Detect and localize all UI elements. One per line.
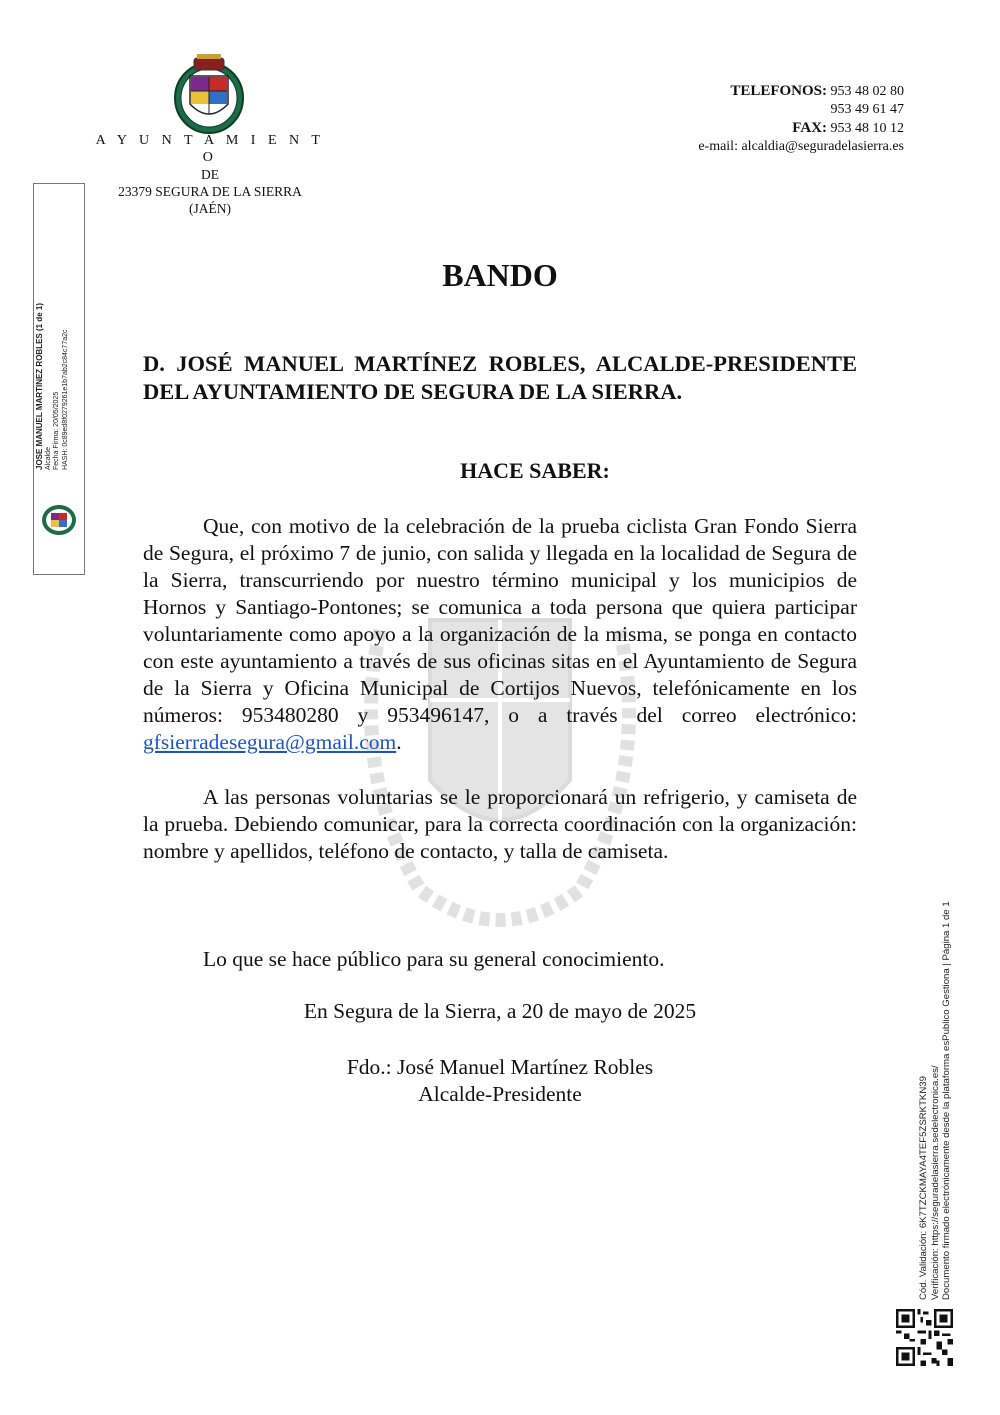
document-title: BANDO — [442, 257, 558, 293]
letterhead-province: (JAÉN) — [189, 201, 231, 216]
hace-saber-heading: HACE SABER: — [460, 458, 610, 483]
letterhead-title: A Y U N T A M I E N T O — [95, 133, 325, 165]
phones-label: TELEFONOS: — [730, 83, 827, 99]
fax-number: 953 48 10 12 — [830, 121, 904, 136]
fax-line — [698, 119, 904, 138]
phone-line-1 — [698, 82, 904, 101]
contact-info — [698, 82, 904, 156]
letterhead-line: DE — [201, 167, 219, 182]
place-date: En Segura de la Sierra, a 20 de mayo de 2025 — [303, 999, 697, 1023]
stamp-signer-name: JOSE MANUEL MARTINEZ ROBLES (1 de 1) — [35, 303, 44, 470]
letterhead — [95, 132, 325, 217]
letterhead-address: 23379 SEGURA DE LA SIERRA — [118, 184, 302, 199]
announcement-paragraph-1 — [143, 513, 857, 756]
signature-stamp-text — [36, 295, 70, 470]
stamp-date: Fecha Firma: 20/05/2025 — [53, 391, 60, 470]
validation-code: Cód. Validación: 6K7TZCKMAYA4TEF5ZSRKTKN39 — [918, 1076, 929, 1300]
closing-line: Lo que se hace público para su general conocimiento. — [203, 947, 665, 971]
validation-note: Documento firmado electrónicamente desde la plataforma esPublico Gestiona | Página 1 de 1 — [941, 901, 952, 1300]
paragraph-1-text: Que, con motivo de la celebración de la prueba ciclista Gran Fondo Sierra de Segura, el próximo 7 de junio, con salida y llegada en la localidad de Segura de la Sierra, transcurriendo por nuestro término municipal y los municipios de Hornos y Santiago-Pontones; se comunica a toda persona que quiera participar voluntariamente como apoyo a la organización de la misma, se ponga en contacto con este ayuntamiento a través de sus oficinas sitas en el Ayuntamiento de Segura de la Sierra y Oficina Municipal de Cortijos Nuevos, telefónicamente en los números: 953480280 y 953496147, o a través del correo electrónico: — [143, 514, 857, 727]
stamp-hash: HASH: 0c89ed8f0279261e1b7ab2c84c77a2c — [61, 329, 69, 470]
municipal-crest-logo — [170, 52, 248, 136]
mayor-heading: D. JOSÉ MANUEL MARTÍNEZ ROBLES, ALCALDE-PRESIDENTE DEL AYUNTAMIENTO DE SEGURA DE LA SIERRA. — [143, 351, 857, 404]
paragraph-1-end: . — [396, 730, 402, 754]
signature-block — [0, 1054, 1000, 1108]
contact-email-link[interactable]: gfsierradesegura@gmail.com — [143, 730, 397, 754]
stamp-seal-icon — [40, 503, 78, 537]
qr-code-icon — [896, 1309, 953, 1366]
validation-footer — [918, 880, 953, 1300]
fax-label: FAX: — [792, 120, 827, 136]
signed-by: Fdo.: José Manuel Martínez Robles — [346, 1055, 654, 1079]
signer-role: Alcalde-Presidente — [418, 1082, 582, 1106]
validation-url: Verificación: https://seguradelasierra.sedelectronica.es/ — [929, 1065, 941, 1300]
phone-2: 953 49 61 47 — [830, 102, 904, 117]
phone-1: 953 48 02 80 — [830, 84, 904, 99]
announcement-paragraph-2: A las personas voluntarias se le proporcionará un refrigerio, y camiseta de la prueba. Debiendo comunicar, para la correcta coordinación con la organización: nombre y apellidos, teléfono de contacto, y talla de camiseta. — [143, 785, 857, 863]
stamp-role: Alcalde — [44, 447, 52, 470]
contact-email: e-mail: alcaldia@seguradelasierra.es — [698, 139, 904, 154]
